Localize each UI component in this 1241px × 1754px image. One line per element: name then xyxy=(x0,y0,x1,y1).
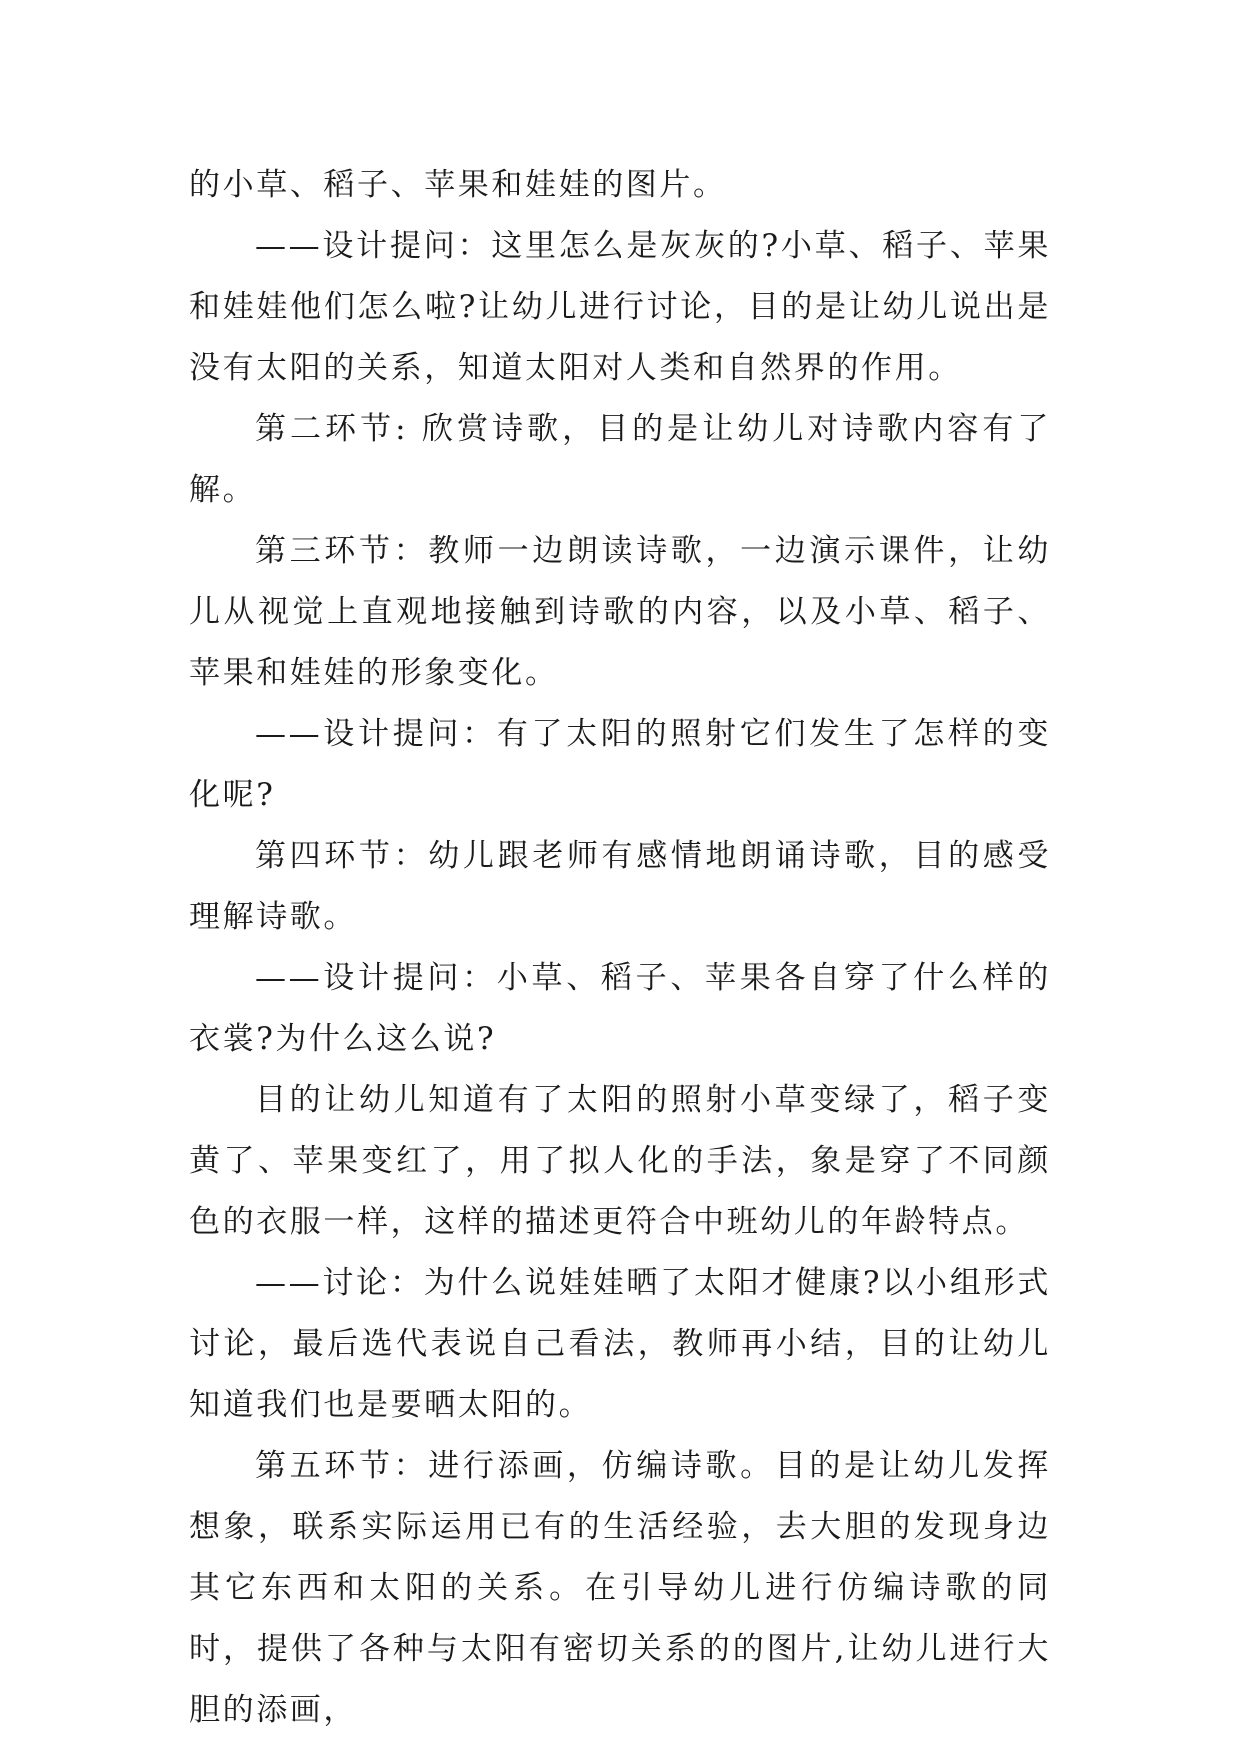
paragraph: 第四环节：幼儿跟老师有感情地朗诵诗歌，目的感受理解诗歌。 xyxy=(189,838,1051,935)
paragraph: 第二环节: 欣赏诗歌，目的是让幼儿对诗歌内容有了解。 xyxy=(189,411,1051,508)
paragraph: 的小草、稻子、苹果和娃娃的图片。 xyxy=(189,167,727,203)
paragraph: 第三环节：教师一边朗读诗歌，一边演示课件，让幼儿从视觉上直观地接触到诗歌的内容，以及小草、稻子、苹果和娃娃的形象变化。 xyxy=(189,533,1051,691)
paragraph: ——设计提问：这里怎么是灰灰的?小草、稻子、苹果和娃娃他们怎么啦?让幼儿进行讨论，目的是让幼儿说出是没有太阳的关系，知道太阳对人类和自然界的作用。 xyxy=(189,228,1051,386)
document-body xyxy=(189,155,1051,1741)
paragraph: ——讨论：为什么说娃娃晒了太阳才健康?以小组形式讨论，最后选代表说自己看法，教师再小结，目的让幼儿知道我们也是要晒太阳的。 xyxy=(189,1265,1051,1423)
paragraph: 目的让幼儿知道有了太阳的照射小草变绿了，稻子变黄了、苹果变红了，用了拟人化的手法，象是穿了不同颜色的衣服一样，这样的描述更符合中班幼儿的年龄特点。 xyxy=(189,1082,1051,1240)
paragraph: ——设计提问：有了太阳的照射它们发生了怎样的变化呢? xyxy=(189,716,1051,813)
paragraph: 第五环节：进行添画，仿编诗歌。目的是让幼儿发挥想象，联系实际运用已有的生活经验，去大胆的发现身边其它东西和太阳的关系。在引导幼儿进行仿编诗歌的同时，提供了各种与太阳有密切关系的的图片,让幼儿进行大胆的添画， xyxy=(189,1448,1051,1728)
paragraph: ——设计提问：小草、稻子、苹果各自穿了什么样的衣裳?为什么这么说? xyxy=(189,960,1051,1057)
